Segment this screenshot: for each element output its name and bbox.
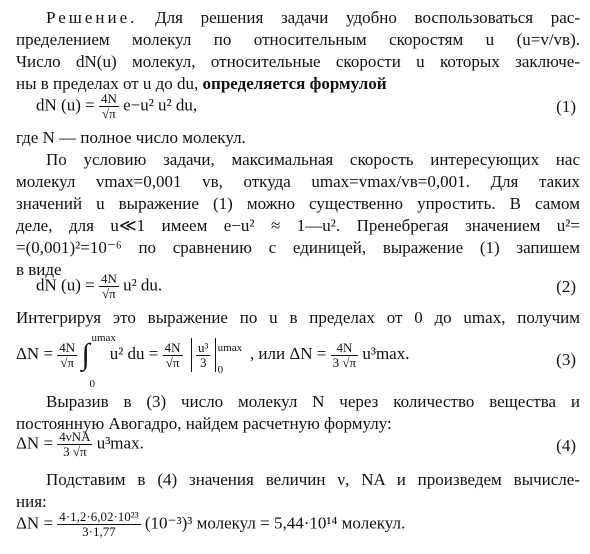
equation-2: [36, 272, 162, 301]
eq3-num: 4N: [59, 339, 76, 355]
eq3-bar-upper: umax: [217, 342, 243, 354]
text-span-bold: определяется формулой: [202, 74, 387, 93]
eq4-num: 4νNA: [59, 429, 91, 444]
eq1-den: √π: [102, 106, 116, 121]
eq1-fraction: [99, 92, 119, 121]
eq3-num2: 4N: [164, 339, 181, 355]
eq4-lhs: ΔN =: [16, 433, 54, 453]
eq3-fraction-2: [163, 341, 183, 370]
eq3-lower-limit: 0: [89, 378, 95, 390]
text-line-7: молекул vmax=0,001 vв, откуда umax=vmax/vв=0,001. Для таких: [16, 172, 580, 191]
eq3-den: √π: [60, 354, 75, 370]
text-line-2: пределением молекул по относительным скоростям u (u=v/vв).: [16, 30, 580, 49]
eq2-fraction: [99, 272, 119, 301]
eq1-rhs: e−u² u² du,: [123, 95, 198, 115]
eq-number-4: (4): [556, 436, 576, 455]
text-line-9: деле, для u≪1 имеем e−u² ≈ 1—u². Пренебрегая значением u²=: [16, 216, 580, 235]
eq5-rhs: (10⁻³)³ молекул = 5,44·10¹⁴ молекул.: [144, 513, 406, 533]
eq3-den4: 3 √π: [332, 354, 357, 370]
eq5-lhs: ΔN =: [16, 513, 54, 533]
text-line-8: значений u выражение (1) можно существенно упростить. В самом: [16, 194, 580, 213]
eq3-tail: u³max.: [362, 343, 410, 363]
eq2-num: 4N: [100, 271, 117, 286]
text-line-16: ния:: [16, 492, 47, 511]
text-line-11: в виде: [16, 260, 62, 279]
eq5-den: 3·1,77: [82, 524, 116, 539]
text-line-12: Интегрируя это выражение по u в пределах от 0 до umax, получим: [16, 308, 580, 327]
eq3-den3: 3: [199, 354, 207, 370]
eq2-rhs: u² du.: [123, 275, 163, 295]
solution-heading: Решение.: [46, 8, 138, 27]
text-line-15: Подставим в (4) значения величин ν, NA и произведем вычисле-: [46, 470, 580, 489]
eq3-integral: ∫ umax 0: [81, 340, 105, 370]
eq3-or: , или ΔN =: [249, 343, 327, 363]
eq4-fraction: [57, 430, 92, 459]
text-line-5: где N — полное число молекул.: [16, 128, 246, 147]
eq-number-2: (2): [556, 277, 576, 296]
eq3-num4: 4N: [331, 341, 358, 356]
eq1-lhs: dN (u) =: [36, 95, 95, 115]
eq3-integrand: u² du =: [109, 343, 159, 363]
equation-1: [36, 92, 197, 121]
eq3-upper-limit: umax: [91, 332, 116, 344]
text-span: Для решения задачи удобно воспользоваться рас-: [155, 8, 580, 27]
text-line-10: =(0,001)²=10⁻⁶ по сравнению с единицей, выражение (1) запишем: [16, 238, 580, 257]
text-line-3: Число dN(u) молекул, относительные скорости u которых заключе-: [16, 52, 580, 71]
eq3-den2: √π: [165, 354, 180, 370]
eq-number-1: (1): [556, 97, 576, 116]
equation-4: [16, 430, 144, 459]
eq3-fraction-3: [196, 341, 210, 370]
text-line-1: [16, 8, 580, 28]
eq3-bar: [215, 338, 246, 376]
eq1-num: 4N: [100, 91, 117, 106]
text-line-6: По условию задачи, максимальная скорость интересующих нас: [46, 150, 580, 169]
eq-number-3: (3): [556, 350, 576, 369]
eq2-lhs: dN (u) =: [36, 275, 95, 295]
text-line-14: постоянную Авогадро, найдем расчетную формулу:: [16, 414, 392, 433]
eq2-den: √π: [102, 286, 116, 301]
equation-5: [16, 510, 405, 539]
eq4-den: 3 √π: [63, 444, 87, 459]
eq3-num3: u³: [198, 339, 209, 355]
eq5-fraction: [57, 510, 140, 539]
eq3-lhs: ΔN =: [16, 343, 54, 363]
eq3-fraction-4: [331, 341, 358, 370]
eq3-fraction-1: [57, 341, 77, 370]
eq4-tail: u³max.: [96, 433, 144, 453]
eq3-bar-lower: 0: [217, 364, 224, 376]
text-line-13: Выразив в (3) число молекул N через количество вещества и: [46, 392, 580, 411]
eq5-num: 4·1,2·6,02·10²³: [59, 509, 139, 524]
equation-3: [16, 332, 410, 390]
text-span: ны в пределах от u до du,: [16, 74, 199, 93]
